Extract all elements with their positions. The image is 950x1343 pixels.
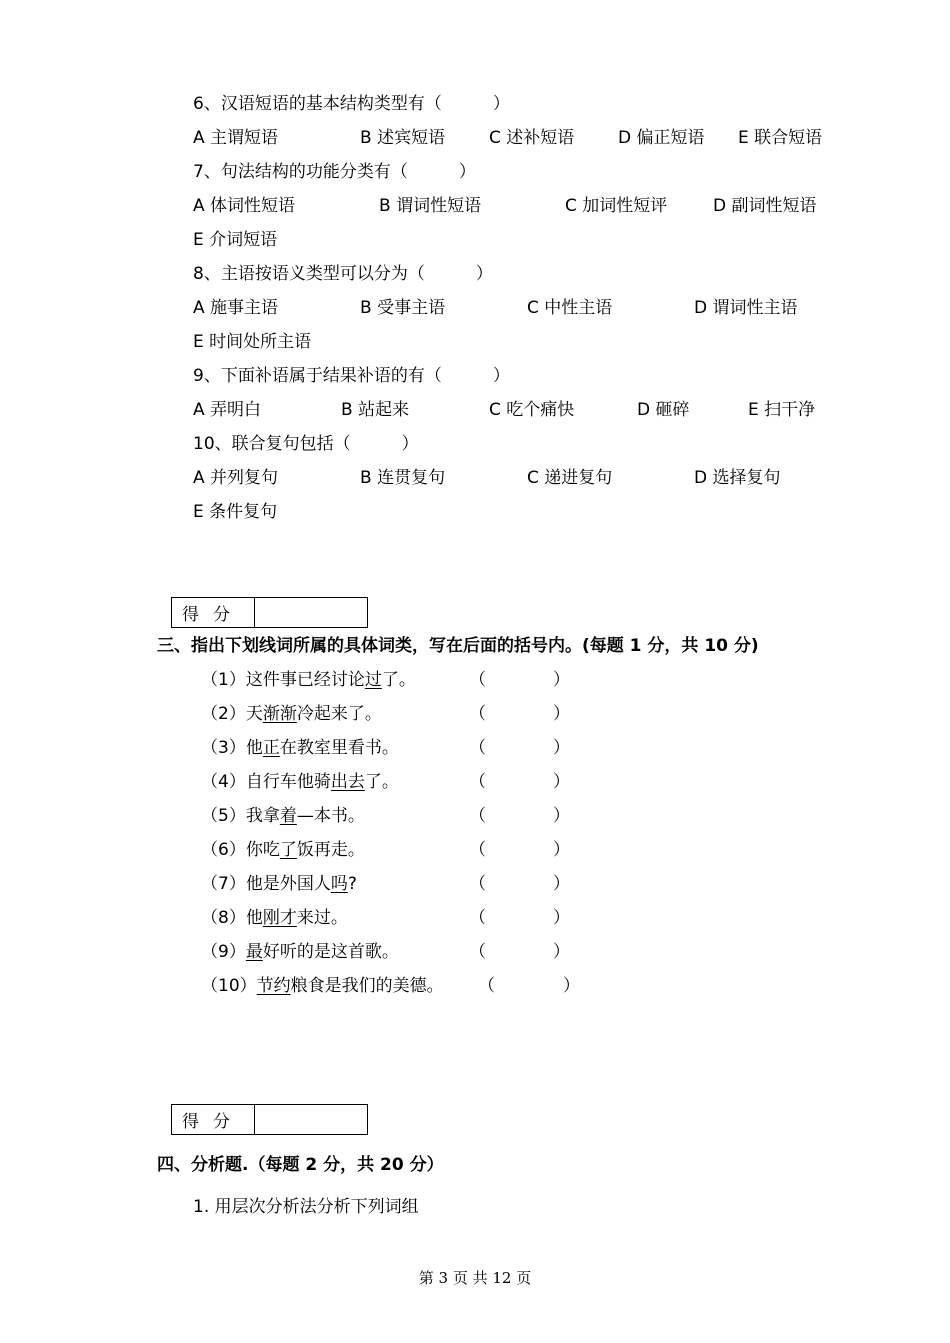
q9-option-b: B 站起来	[341, 400, 410, 420]
item-number: （10）	[201, 976, 257, 996]
question-6-stem: 6、汉语短语的基本结构类型有（ ）	[193, 94, 510, 114]
item-text: 饭再走。	[296, 840, 365, 860]
item-text: 了。	[381, 670, 416, 690]
item-number: （3）	[201, 738, 246, 758]
answer-paren-close: ）	[553, 704, 570, 724]
fill-item	[201, 839, 365, 861]
q10-option-b: B 连贯复句	[360, 468, 446, 488]
item-text: 他	[245, 738, 263, 758]
fill-item	[201, 737, 399, 759]
q6-option-e: E 联合短语	[738, 128, 823, 148]
underlined-word: 刚才	[262, 908, 297, 928]
answer-paren-open: （	[469, 772, 486, 792]
q7-option-a: A 体词性短语	[193, 196, 296, 216]
answer-paren-open: （	[469, 942, 486, 962]
fill-item	[201, 669, 416, 691]
q7-option-d: D 副词性短语	[713, 196, 817, 216]
q9-option-e: E 扫干净	[748, 400, 816, 420]
q6-option-d: D 偏正短语	[618, 128, 705, 148]
fill-item	[201, 941, 399, 963]
q7-option-b: B 谓词性短语	[379, 196, 482, 216]
score-box	[171, 597, 368, 628]
item-text: 我拿	[245, 806, 280, 826]
item-number: （9）	[201, 942, 246, 962]
answer-paren-close: ）	[553, 772, 570, 792]
q6-option-a: A 主谓短语	[193, 128, 279, 148]
q6-option-b: B 述宾短语	[360, 128, 446, 148]
item-number: （1）	[201, 670, 246, 690]
fill-item	[201, 771, 399, 793]
item-text: 天	[245, 704, 263, 724]
answer-paren-close: ）	[553, 942, 570, 962]
q8-option-d: D 谓词性主语	[694, 298, 798, 318]
item-text: 来过。	[296, 908, 348, 928]
underlined-word: 过	[364, 670, 382, 690]
fill-item	[201, 805, 365, 827]
fill-item	[201, 873, 357, 895]
item-text: 他是外国人	[245, 874, 331, 894]
answer-paren-close: ）	[553, 840, 570, 860]
answer-paren-close: ）	[553, 806, 570, 826]
q6-option-c: C 述补短语	[489, 128, 575, 148]
underlined-word: 最	[245, 942, 263, 962]
section-4-heading: 四、分析题.（每题 2 分，共 20 分）	[157, 1155, 444, 1175]
question-10-stem: 10、联合复句包括（ ）	[193, 434, 419, 454]
q8-option-b: B 受事主语	[360, 298, 446, 318]
q9-option-d: D 砸碎	[637, 400, 690, 420]
answer-paren-open: （	[469, 840, 486, 860]
answer-paren-open: （	[469, 738, 486, 758]
item-number: （2）	[201, 704, 246, 724]
q10-option-e: E 条件复句	[193, 502, 278, 522]
answer-paren-open: （	[469, 806, 486, 826]
answer-paren-close: ）	[553, 908, 570, 928]
item-number: （8）	[201, 908, 246, 928]
underlined-word: 节约	[256, 976, 291, 996]
item-text: 冷起来了。	[296, 704, 382, 724]
item-text: —本书。	[296, 806, 365, 826]
fill-item	[201, 975, 444, 997]
q10-option-d: D 选择复句	[694, 468, 781, 488]
section-3-heading: 三、指出下划线词所属的具体词类，写在后面的括号内。(每题 1 分，共 10 分)	[157, 636, 759, 656]
q9-option-a: A 弄明白	[193, 400, 262, 420]
answer-paren-open: （	[469, 704, 486, 724]
answer-paren-close: ）	[563, 976, 580, 996]
fill-item	[201, 703, 382, 725]
item-text: 自行车他骑	[245, 772, 331, 792]
item-text: 好听的是这首歌。	[262, 942, 399, 962]
fill-item	[201, 907, 348, 929]
item-text: ?	[347, 874, 357, 894]
item-number: （7）	[201, 874, 246, 894]
item-text: 这件事已经讨论	[245, 670, 365, 690]
answer-paren-close: ）	[553, 670, 570, 690]
underlined-word: 正	[262, 738, 280, 758]
underlined-word: 了	[279, 840, 297, 860]
underlined-word: 出去	[330, 772, 365, 792]
answer-paren-close: ）	[553, 738, 570, 758]
underlined-word: 渐渐	[262, 704, 297, 724]
answer-paren-open: （	[478, 976, 495, 996]
q7-option-e: E 介词短语	[193, 230, 278, 250]
score-blank	[255, 598, 367, 627]
answer-paren-open: （	[469, 908, 486, 928]
underlined-word: 吗	[330, 874, 348, 894]
item-number: （4）	[201, 772, 246, 792]
answer-paren-open: （	[469, 874, 486, 894]
q10-option-c: C 递进复句	[527, 468, 613, 488]
q8-option-e: E 时间处所主语	[193, 332, 312, 352]
q10-option-a: A 并列复句	[193, 468, 279, 488]
item-text: 他	[245, 908, 263, 928]
score-label: 得分	[172, 598, 255, 627]
item-text: 在教室里看书。	[279, 738, 399, 758]
q7-option-c: C 加词性短评	[565, 196, 668, 216]
score-label: 得分	[172, 1105, 255, 1134]
item-text: 你吃	[245, 840, 280, 860]
q8-option-c: C 中性主语	[527, 298, 613, 318]
underlined-word: 着	[279, 806, 297, 826]
score-blank	[255, 1105, 367, 1134]
question-9-stem: 9、下面补语属于结果补语的有（ ）	[193, 366, 510, 386]
q8-option-a: A 施事主语	[193, 298, 279, 318]
item-number: （5）	[201, 806, 246, 826]
answer-paren-close: ）	[553, 874, 570, 894]
question-8-stem: 8、主语按语义类型可以分为（ ）	[193, 264, 493, 284]
page-footer: 第 3 页 共 12 页	[418, 1269, 532, 1287]
score-box	[171, 1104, 368, 1135]
answer-paren-open: （	[469, 670, 486, 690]
item-number: （6）	[201, 840, 246, 860]
item-text: 了。	[364, 772, 399, 792]
analysis-question-1: 1. 用层次分析法分析下列词组	[193, 1197, 419, 1217]
question-7-stem: 7、句法结构的功能分类有（ ）	[193, 162, 476, 182]
q9-option-c: C 吃个痛快	[489, 400, 575, 420]
item-text: 粮食是我们的美德。	[290, 976, 444, 996]
